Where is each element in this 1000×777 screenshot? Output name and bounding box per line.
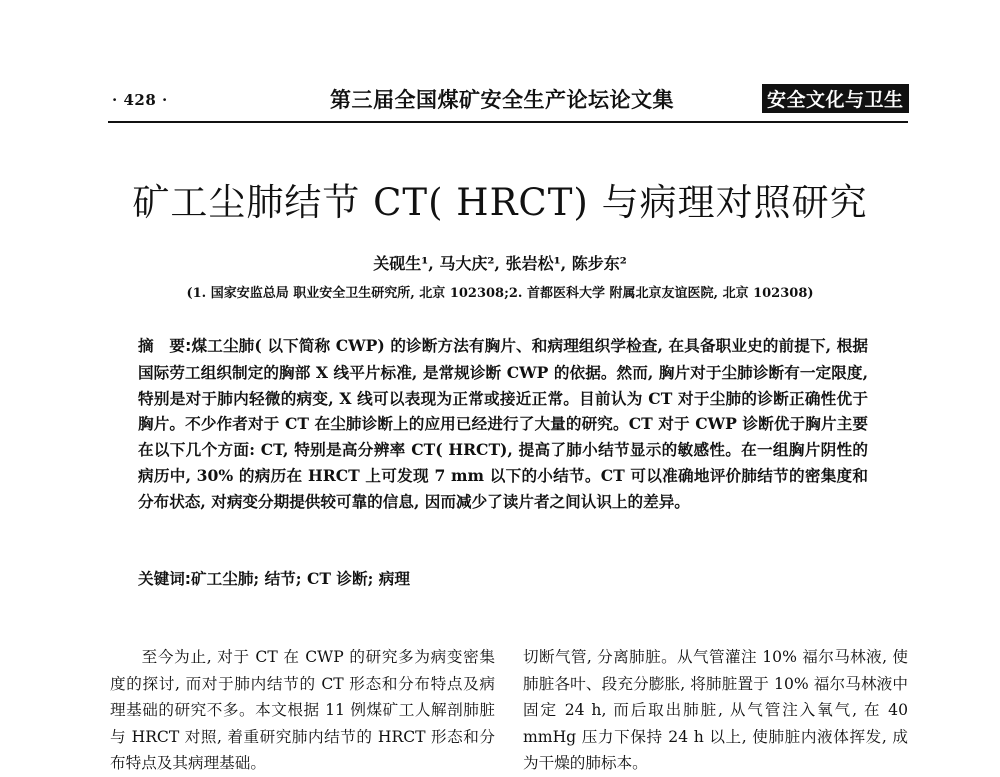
keywords-text: 矿工尘肺; 结节; CT 诊断; 病理 bbox=[191, 569, 410, 588]
abstract bbox=[138, 333, 868, 515]
page-number: · 428 · bbox=[112, 91, 168, 109]
body-left-column bbox=[110, 644, 495, 772]
running-title: 第三届全国煤矿安全生产论坛论文集 bbox=[330, 88, 674, 112]
authors: 关砚生¹, 马大庆², 张岩松¹, 陈步东² bbox=[373, 254, 627, 273]
abstract-label: 摘 要: bbox=[138, 337, 192, 355]
body-right-text: 切断气管, 分离肺脏。从气管灌注 10% 福尔马林液, 使肺脏各叶、段充分膨胀, 将肺脏置于 10% 福尔马林液中固定 24 h, 而后取出肺脏, 从气管注入氧气, 在 40 mmHg 压力下保持 24 h 以上, 使肺脏内液体挥发, 成为干燥的肺标本。 bbox=[523, 648, 908, 772]
affiliations: (1. 国家安监总局 职业安全卫生研究所, 北京 102308;2. 首都医科大学 附属北京友谊医院, 北京 102308) bbox=[186, 286, 814, 301]
section-tag: 安全文化与卫生 bbox=[762, 84, 909, 113]
header-rule bbox=[108, 121, 908, 123]
keywords-label: 关键词: bbox=[138, 570, 192, 588]
paper-title: 矿工尘肺结节 CT( HRCT) 与病理对照研究 bbox=[132, 181, 868, 224]
body-left-text: 至今为止, 对于 CT 在 CWP 的研究多为病变密集度的探讨, 而对于肺内结节的 CT 形态和分布特点及病理基础的研究不多。本文根据 11 例煤矿工人解剖肺脏与 HRCT 对照, 着重研究肺内结节的 HRCT 形态和分布特点及其病理基础。 bbox=[110, 648, 495, 772]
body-right-column bbox=[523, 644, 908, 772]
abstract-text: 煤工尘肺( 以下简称 CWP) 的诊断方法有胸片、和病理组织学检查, 在具备职业史的前提下, 根据国际劳工组织制定的胸部 X 线平片标准, 是常规诊断 CWP 的依据。然而, 胸片对于尘肺诊断有一定限度, 特别是对于肺内轻微的病变, X 线可以表现为正常或接近正常。目前认为 CT 对于尘肺的诊断正确性优于胸片。不少作者对于 CT 在尘肺诊断上的应用已经进行了大量的研究。CT 对于 CWP 诊断优于胸片主要在以下几个方面: CT, 特别是高分辨率 CT( HRCT), 提高了肺小结节显示的敏感性。在一组胸片阴性的病历中, 30% 的病历在 HRCT 上可发现 7 mm 以下的小结节。CT 可以准确地评价肺结节的密集度和分布状态, 对病变分期提供较可靠的信息, 因而减少了读片者之间认识上的差异。 bbox=[138, 336, 868, 511]
keywords bbox=[138, 566, 868, 593]
